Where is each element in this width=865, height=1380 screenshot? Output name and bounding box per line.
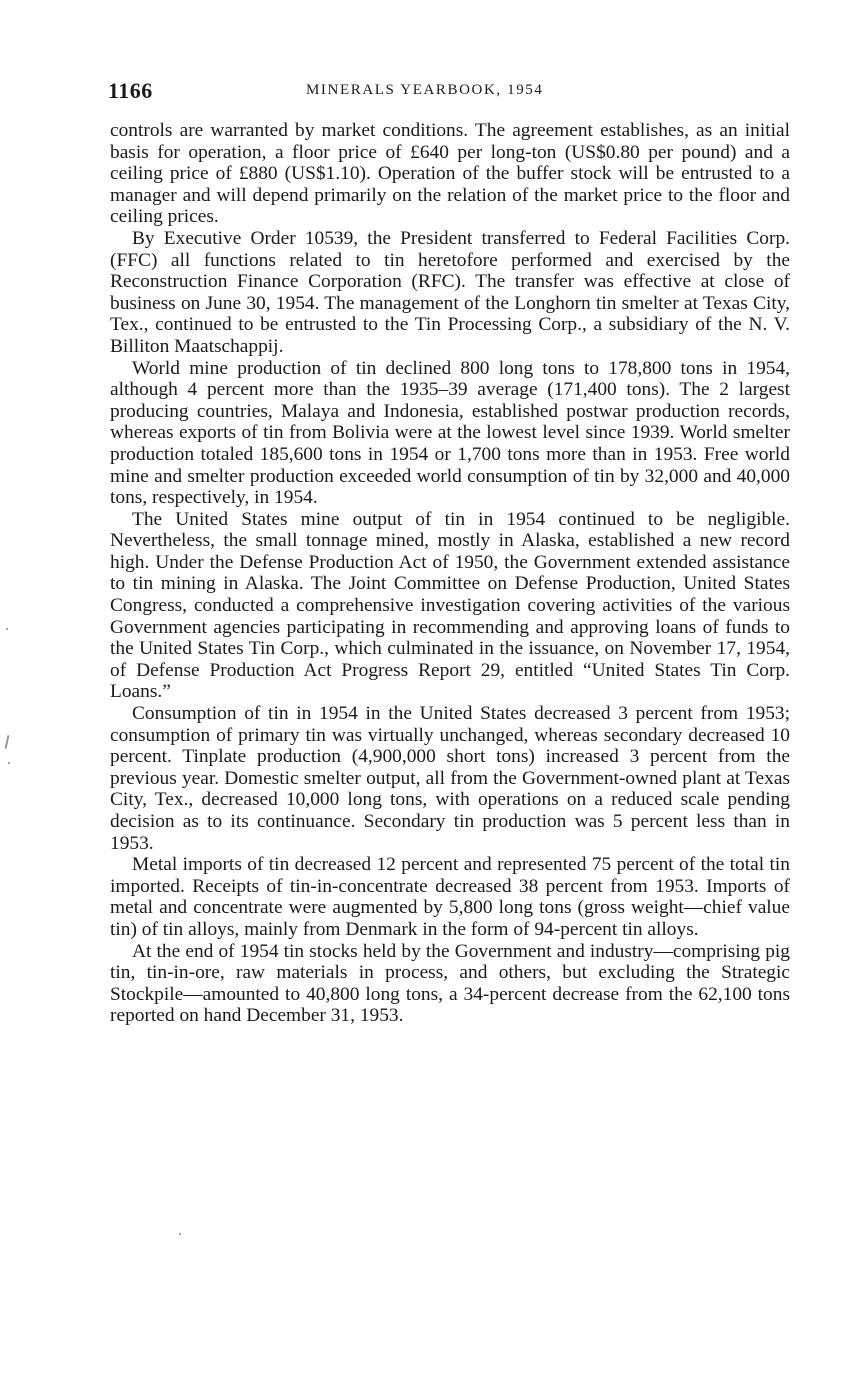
scan-artifact-mark (5, 735, 10, 749)
page-number: 1166 (108, 78, 153, 103)
paragraph-us-mine-output: The United States mine output of tin in 1954 continued to be negligible. Nevertheless, the small tonnage mined, mostly in Alaska, established a new record high. Under the Defense Production Act of 1950, the Government extended assistance to tin mining in Alaska. The Joint Committee on Defense Production, United States Congress, conducted a comprehensive investigation covering activities of the various Government agencies participating in recommending and approving loans of funds to the United States Tin Corp., which culminated in the issuance, on November 17, 1954, of Defense Production Act Progress Report 29, entitled “United States Tin Corp. Loans.” (110, 508, 790, 703)
running-title: MINERALS YEARBOOK, 1954 (306, 82, 544, 98)
paragraph-consumption: Consumption of tin in 1954 in the United States decreased 3 percent from 1953; consumption of primary tin was virtually unchanged, whereas secondary decreased 10 percent. Tinplate production (4,900,000 short tons) increased 3 percent from the previous year. Domestic smelter output, all from the Government-owned plant at Texas City, Tex., decreased 10,000 long tons, with operations on a reduced scale pending decision as to its continuance. Secondary tin production was 5 percent less than in 1953. (110, 703, 790, 854)
scan-artifact-dot (6, 628, 8, 630)
paragraph-world-production: World mine production of tin declined 800 long tons to 178,800 tons in 1954, although 4 percent more than the 1935–39 average (171,400 tons). The 2 largest producing countries, Malaya and Indonesia, established postwar production records, whereas exports of tin from Bolivia were at the lowest level since 1939. World smelter production totaled 185,600 tons in 1954 or 1,700 tons more than in 1953. Free world mine and smelter production exceeded world consumption of tin by 32,000 and 40,000 tons, respectively, in 1954. (110, 357, 790, 509)
paragraph-imports: Metal imports of tin decreased 12 percent and represented 75 percent of the total tin imported. Receipts of tin-in-concentrate decreased 38 percent from 1953. Imports of metal and concentrate were augmented by 5,800 long tons (gross weight—chief value tin) of tin alloys, mainly from Denmark in the form of 94-percent tin alloys. (110, 854, 790, 940)
scan-artifact-dot (179, 1233, 181, 1235)
paragraph-stocks: At the end of 1954 tin stocks held by the Government and industry—comprising pig tin, tin-in-ore, raw materials in process, and others, but excluding the Strategic Stockpile—amounted to 40,800 long tons, a 34-percent decrease from the 62,100 tons reported on hand December 31, 1953. (110, 940, 790, 1027)
scan-artifact-dot (8, 762, 10, 764)
paragraph-buffer-stock: controls are warranted by market conditions. The agreement establishes, as an initial basis for operation, a floor price of £640 per long-ton (US$0.80 per pound) and a ceiling price of £880 (US$1.10). Operation of the buffer stock will be entrusted to a manager and will depend primarily on the relation of the market price to the floor and ceiling prices. (110, 120, 790, 228)
paragraph-executive-order: By Executive Order 10539, the President transferred to Federal Facilities Corp. (FFC) all functions related to tin heretofore performed and exercised by the Reconstruction Finance Corporation (RFC). The transfer was effective at close of business on June 30, 1954. The management of the Longhorn tin smelter at Texas City, Tex., continued to be entrusted to the Tin Processing Corp., a subsidiary of the N. V. Billiton Maatschappij. (110, 227, 790, 357)
page-header (108, 78, 790, 106)
body-text (110, 120, 790, 1027)
